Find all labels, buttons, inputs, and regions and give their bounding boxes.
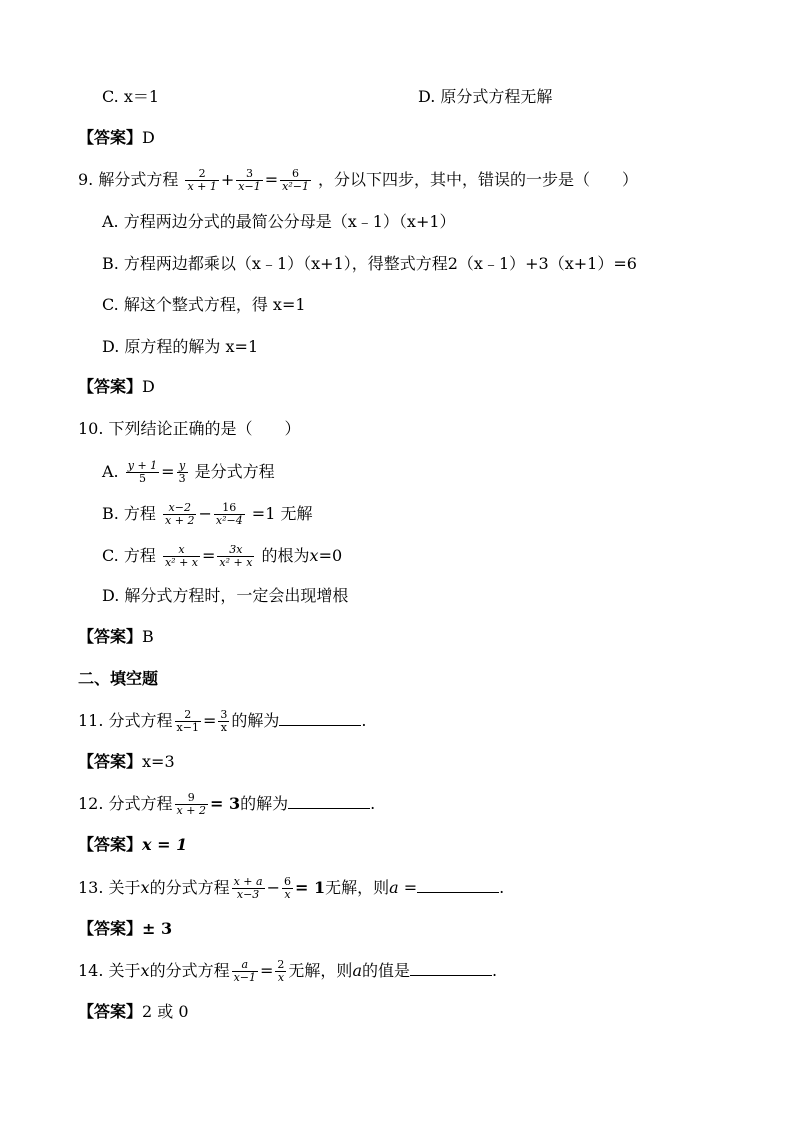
q9-answer	[78, 376, 155, 398]
fraction: $\frac{x + a}{x-3}$	[233, 875, 263, 901]
answer-value: ± 3	[142, 919, 173, 938]
answer-label: 【答案】	[78, 627, 143, 646]
answer-label: 【答案】	[78, 377, 143, 396]
q9-stem-post: ，分以下四步，其中，错误的一步是（ ）	[318, 170, 639, 189]
answer-value: 2 或 0	[142, 1002, 189, 1021]
answer-label: 【答案】	[78, 835, 143, 854]
answer-label: 【答案】	[78, 128, 143, 147]
answer-label: 【答案】	[78, 1002, 143, 1021]
q10-option-a: A. $\frac{y + 1}{5}$ = $\frac{y}{3}$ 是分式方程	[102, 459, 275, 485]
fraction: $\frac{2}{x + 1}$	[187, 167, 217, 193]
q9-option-d: D. 原方程的解为 x=1	[102, 337, 259, 356]
answer-blank[interactable]	[288, 792, 370, 809]
q8-answer	[78, 127, 155, 149]
q10-answer	[78, 626, 154, 648]
fraction: $\frac{x-2}{x + 2}$	[165, 501, 195, 527]
answer-blank[interactable]	[417, 876, 499, 893]
answer-value: B	[142, 627, 154, 646]
fraction: $\frac{3x}{\text{x² + x}}$	[219, 543, 253, 569]
fraction: $\frac{9}{x + 2}$	[176, 791, 206, 817]
section-title: 二、填空题	[78, 669, 159, 688]
fraction: $\frac{3}{x}$	[220, 708, 228, 734]
q9-stem-pre: 9. 解分式方程	[78, 170, 179, 189]
answer-value: D	[142, 128, 155, 147]
q9-stem: 9. 解分式方程 $\frac{2}{x + 1}$ + $\frac{3}{x-1}$ = $\frac{6}{\text{x²−1}}$ ，分以下四步，其中，错误的一步是（ ）	[78, 167, 639, 193]
q9-option-b: B. 方程两边都乘以（x﹣1）（x+1），得整式方程2（x﹣1）+3（x+1）=6	[102, 254, 637, 273]
answer-label: 【答案】	[78, 919, 143, 938]
fraction: $\frac{2}{x-1}$	[176, 708, 199, 734]
fraction: $\frac{y}{3}$	[178, 459, 186, 485]
q11-answer	[78, 751, 175, 773]
answer-value: x=3	[142, 752, 175, 771]
q8-option-d: D. 原分式方程无解	[418, 87, 553, 106]
q14-answer	[78, 1001, 189, 1023]
fraction: $\frac{y + 1}{5}$	[127, 459, 158, 485]
fraction: $\frac{x}{\text{x² + x}}$	[164, 543, 198, 569]
q9-option-a: A. 方程两边分式的最简公分母是（x﹣1）（x+1）	[102, 212, 456, 231]
q8-option-c: C. x＝1	[102, 87, 160, 106]
answer-blank[interactable]	[279, 709, 361, 726]
q10-option-b: B. 方程 $\frac{x-2}{x + 2}$ − $\frac{16}{\text{x²−4}}$ =1 无解	[102, 501, 313, 527]
fraction: $\frac{a}{x-1}$	[233, 958, 257, 984]
fraction: $\frac{3}{x-1}$	[238, 167, 261, 193]
fraction: $\frac{6}{\text{x²−1}}$	[282, 167, 309, 193]
q12-stem: 12. 分式方程 $\frac{9}{x + 2}$ = 3的解为 .	[78, 791, 376, 817]
q10-option-c: C. 方程 $\frac{x}{\text{x² + x}}$ = $\frac{3x}{\text{x² + x}}$ 的根为x=0	[102, 543, 343, 569]
answer-value: D	[142, 377, 155, 396]
q9-option-c: C. 解这个整式方程，得 x=1	[102, 295, 306, 314]
q10-option-d: D. 解分式方程时，一定会出现增根	[102, 586, 349, 605]
q13-answer	[78, 918, 172, 940]
q12-answer	[78, 834, 187, 856]
fraction: $\frac{16}{\text{x²−4}}$	[215, 501, 243, 527]
q10-stem: 10. 下列结论正确的是（ ）	[78, 419, 301, 438]
fraction: $\frac{2}{x}$	[277, 958, 285, 984]
answer-label: 【答案】	[78, 752, 143, 771]
q14-stem: 14. 关于x的分式方程 $\frac{a}{x-1}$ = $\frac{2}{x}$ 无解，则a的值是 .	[78, 958, 498, 984]
q13-stem: 13. 关于x的分式方程 $\frac{x + a}{x-3}$ − $\frac{6}{x}$ = 1无解，则a = .	[78, 875, 505, 901]
answer-blank[interactable]	[410, 959, 492, 976]
answer-value: x = 1	[142, 835, 188, 854]
fraction: $\frac{6}{x}$	[283, 875, 291, 901]
q11-stem: 11. 分式方程 $\frac{2}{x-1}$ = $\frac{3}{x}$ 的解为 .	[78, 708, 367, 734]
